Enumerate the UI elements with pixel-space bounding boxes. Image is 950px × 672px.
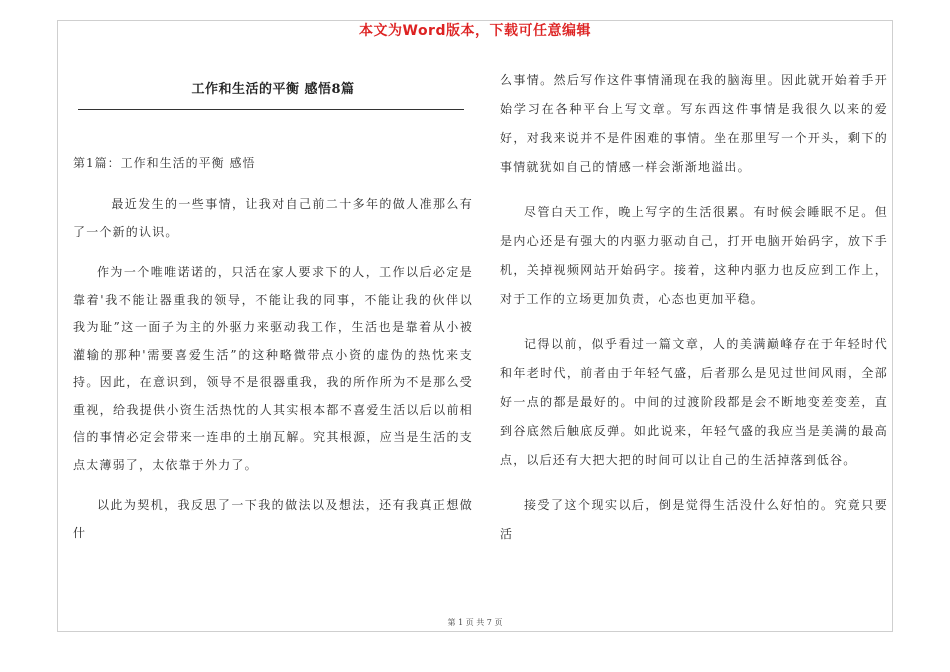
paragraph: 么事情。然后写作这件事情涌现在我的脑海里。因此就开始着手开始学习在各种平台上写文章。写东西这件事情是我很久以来的爱好，对我来说并不是件困难的事情。坐在那里写一个开头，剩下的事情就犹如自己的情感一样会渐渐地溢出。	[500, 73, 888, 174]
paragraph: 作为一个唯唯诺诺的，只活在家人要求下的人，工作以后必定是靠着'我不能让器重我的领导，不能让我的同事，不能让我的伙伴以我为耻”这一面子为主的外驱力来驱动我工作，生活也是靠着从小被灌输的那种'需要喜爱生活”的这种略微带点小资的虚伪的热忱来支持。因此，在意识到，领导不是很器重我，我的所作所为不是那么受重视，给我提供小资生活热忱的人其实根本都不喜爱生活以后以前相信的事情必定会带来一连串的土崩瓦解。究其根源，应当是生活的支点太薄弱了，太依靠于外力了。	[73, 265, 473, 472]
right-column	[500, 64, 888, 565]
document-title: 工作和生活的平衡 感悟8篇	[191, 82, 355, 97]
page-number-footer: 第 1 页 共 7 页	[447, 618, 503, 627]
section-heading: 第1篇：工作和生活的平衡 感悟	[73, 156, 256, 170]
paragraph: 最近发生的一些事情，让我对自己前二十多年的做人准那么有了一个新的认识。	[73, 197, 473, 239]
paragraph: 接受了这个现实以后，倒是觉得生活没什么好怕的。究竟只要活	[500, 498, 888, 541]
word-version-banner: 本文为Word版本，下载可任意编辑	[359, 23, 591, 39]
title-divider	[78, 109, 464, 110]
left-column	[73, 64, 473, 560]
paragraph: 以此为契机，我反思了一下我的做法以及想法，还有我真正想做什	[73, 498, 473, 540]
paragraph: 尽管白天工作，晚上写字的生活很累。有时候会睡眠不足。但是内心还是有强大的内驱力驱动自己，打开电脑开始码字，放下手机，关掉视频网站开始码字。接着，这种内驱力也反应到工作上，对于工作的立场更加负责，心态也更加平稳。	[500, 205, 888, 306]
paragraph: 记得以前，似乎看过一篇文章，人的美满巅峰存在于年轻时代和年老时代，前者由于年轻气盛，后者那么是见过世间风雨，全部好一点的都是最好的。中间的过渡阶段都是会不断地变差变差，直到谷底然后触底反弹。如此说来，年轻气盛的我应当是美满的最高点，以后还有大把大把的时间可以让自己的生活掉落到低谷。	[500, 337, 888, 467]
